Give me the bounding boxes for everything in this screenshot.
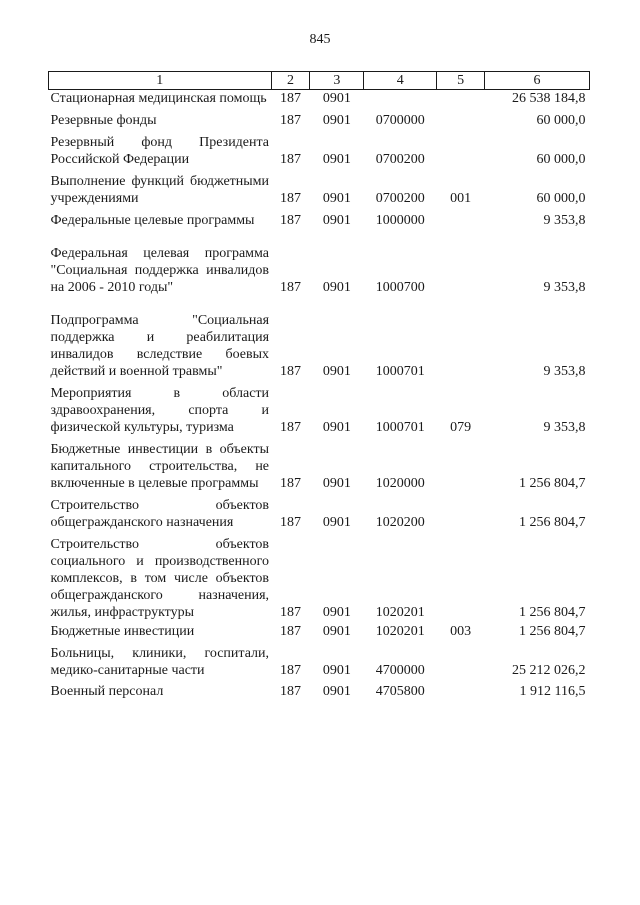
cell-col4: 1020200 [375, 515, 425, 530]
cell-col5 [437, 683, 485, 700]
cell-amount: 1 912 116,5 [519, 684, 586, 699]
cell-col3: 0901 [322, 684, 351, 699]
cell-col5: 003 [450, 624, 472, 639]
cell-amount: 1 256 804,7 [519, 515, 586, 530]
cell-col4: 1020201 [375, 624, 425, 639]
cell-col3: 0901 [322, 420, 351, 435]
cell-col4: 4700000 [375, 663, 425, 678]
cell-name: Строительство объектов общегражданского назначения [50, 498, 270, 530]
cell-name: Больницы, клиники, госпитали, медико-санитарные части [50, 646, 270, 678]
cell-col4: 1020201 [375, 605, 425, 620]
cell-name: Бюджетные инвестиции в объекты капитального строительства, не включенные в целевые программы [50, 442, 270, 491]
table-row [49, 683, 590, 700]
row-spacer-cell [49, 229, 590, 245]
cell-col4: 4705800 [375, 684, 425, 699]
table-row [49, 312, 590, 380]
table-row [49, 497, 590, 531]
cell-col2: 187 [279, 364, 301, 379]
cell-name: Федеральная целевая программа "Социальная поддержка инвалидов на 2006 - 2010 годы" [50, 246, 270, 295]
cell-name: Мероприятия в области здравоохранения, спорта и физической культуры, туризма [50, 386, 270, 435]
cell-col5 [437, 212, 485, 229]
cell-col4: 1000701 [375, 420, 425, 435]
cell-col2: 187 [279, 113, 301, 128]
header-cell: 4 [364, 72, 437, 90]
cell-col5 [437, 536, 485, 621]
table-row [49, 245, 590, 296]
cell-amount: 60 000,0 [536, 191, 586, 206]
cell-col4 [364, 90, 437, 108]
cell-col3: 0901 [322, 515, 351, 530]
cell-col3: 0901 [322, 113, 351, 128]
cell-col2: 187 [279, 476, 301, 491]
cell-col3: 0901 [322, 476, 351, 491]
cell-name: Бюджетные инвестиции [50, 624, 195, 639]
cell-col5: 001 [450, 191, 472, 206]
cell-col5 [437, 441, 485, 492]
cell-col3: 0901 [322, 624, 351, 639]
cell-col2: 187 [279, 91, 301, 106]
cell-col3: 0901 [322, 663, 351, 678]
cell-col4: 1000000 [375, 213, 425, 228]
table-row [49, 441, 590, 492]
cell-amount: 9 353,8 [543, 420, 586, 435]
cell-col4: 0700200 [375, 152, 425, 167]
cell-amount: 9 353,8 [543, 364, 586, 379]
cell-col2: 187 [279, 684, 301, 699]
cell-amount: 9 353,8 [543, 213, 586, 228]
page-number: 845 [309, 32, 331, 47]
table-row [49, 385, 590, 436]
header-cell: 1 [49, 72, 272, 90]
cell-name: Резервный фонд Президента Российской Федерации [50, 135, 270, 167]
cell-amount: 60 000,0 [536, 152, 586, 167]
table-row [49, 134, 590, 168]
cell-amount: 60 000,0 [536, 113, 586, 128]
cell-col2: 187 [279, 191, 301, 206]
cell-col3: 0901 [322, 91, 351, 106]
cell-col2: 187 [279, 605, 301, 620]
cell-col3: 0901 [322, 191, 351, 206]
cell-amount: 26 538 184,8 [512, 91, 586, 106]
cell-name: Военный персонал [50, 684, 164, 699]
cell-col5 [437, 497, 485, 531]
cell-amount: 1 256 804,7 [519, 624, 586, 639]
cell-col4: 0700200 [375, 191, 425, 206]
cell-col3: 0901 [322, 605, 351, 620]
header-cell: 2 [271, 72, 310, 90]
header-cell: 5 [437, 72, 485, 90]
cell-col3: 0901 [322, 152, 351, 167]
header-cell: 6 [485, 72, 590, 90]
cell-col2: 187 [279, 420, 301, 435]
cell-col5 [437, 134, 485, 168]
cell-col5 [437, 90, 485, 108]
cell-col3: 0901 [322, 213, 351, 228]
cell-amount: 1 256 804,7 [519, 605, 586, 620]
table-row [49, 90, 590, 108]
cell-col5: 079 [450, 420, 472, 435]
table-header-row [49, 72, 590, 90]
cell-name: Подпрограмма "Социальная поддержка и реабилитация инвалидов вследствие боевых действий и военной травмы" [50, 313, 270, 379]
cell-name: Резервные фонды [50, 113, 157, 128]
cell-col3: 0901 [322, 280, 351, 295]
cell-amount: 25 212 026,2 [512, 663, 586, 678]
cell-col4: 0700000 [375, 113, 425, 128]
table-row [49, 112, 590, 129]
cell-col4: 1020000 [375, 476, 425, 491]
cell-name: Строительство объектов социального и производственного комплексов, в том числе объектов общегражданского назначения, жилья, инфраструктуры [50, 537, 270, 620]
cell-col2: 187 [279, 280, 301, 295]
budget-table [48, 71, 590, 700]
header-cell: 3 [310, 72, 364, 90]
row-spacer [49, 229, 590, 245]
cell-col3: 0901 [322, 364, 351, 379]
cell-col2: 187 [279, 213, 301, 228]
cell-name: Выполнение функций бюджетными учреждениями [50, 174, 270, 206]
table-row [49, 645, 590, 679]
table-row [49, 173, 590, 207]
table-row [49, 536, 590, 621]
cell-col2: 187 [279, 663, 301, 678]
cell-amount: 1 256 804,7 [519, 476, 586, 491]
cell-name: Федеральные целевые программы [50, 213, 255, 228]
cell-col2: 187 [279, 152, 301, 167]
cell-amount: 9 353,8 [543, 280, 586, 295]
cell-col4: 1000700 [375, 280, 425, 295]
cell-col2: 187 [279, 624, 301, 639]
cell-col4: 1000701 [375, 364, 425, 379]
row-spacer-cell [49, 296, 590, 312]
cell-col5 [437, 112, 485, 129]
table-row [49, 623, 590, 640]
row-spacer [49, 296, 590, 312]
cell-col5 [437, 245, 485, 296]
cell-col5 [437, 312, 485, 380]
cell-col5 [437, 645, 485, 679]
cell-col2: 187 [279, 515, 301, 530]
table-row [49, 212, 590, 229]
cell-name: Стационарная медицинская помощь [50, 91, 267, 106]
